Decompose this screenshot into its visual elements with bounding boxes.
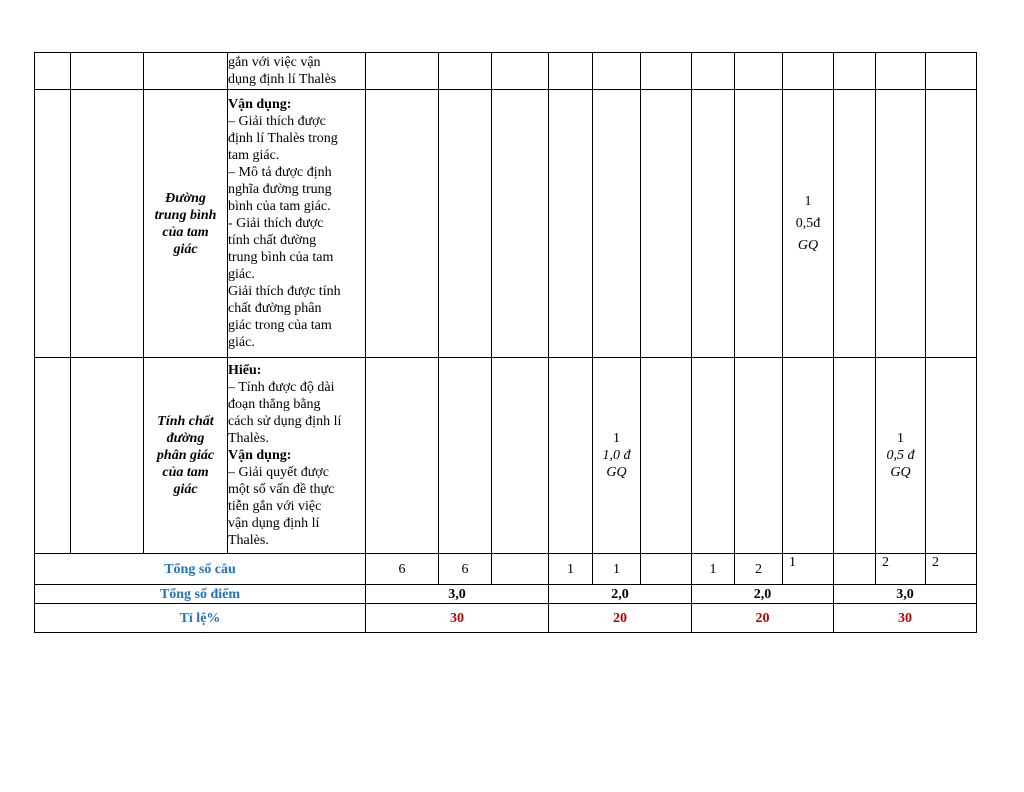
requirement-description: Hiểu: – Tính được độ dài đoạn thẳng bằng cách sử dụng định lí Thalès. Vận dụng: – Giải quyết được một số vấn đề thực tiễn gắn với việc vận dụng định lí Thalès. <box>228 358 366 554</box>
table-row-total-points: Tổng số điểm 3,0 2,0 2,0 3,0 <box>35 585 977 604</box>
ratio-label: Tỉ lệ% <box>35 604 366 633</box>
cell-mark-midline: 1 0,5đ GQ <box>783 90 834 358</box>
table-row-total-questions: Tổng số câu 6 6 1 1 1 2 1 2 2 <box>35 554 977 585</box>
requirement-description: gắn với việc vận dụng định lí Thalès <box>228 53 366 90</box>
table-row-ratio: Tỉ lệ% 30 20 20 30 <box>35 604 977 633</box>
topic-bisector: Tính chất đường phân giác của tam giác <box>144 358 228 554</box>
cell-mark-bisector-b: 1 0,5 đ GQ <box>876 358 926 554</box>
table-row-continuation <box>35 53 977 90</box>
topic-midline: Đường trung bình của tam giác <box>144 90 228 358</box>
table-row-bisector <box>35 358 977 554</box>
total-questions-label: Tổng số câu <box>35 554 366 585</box>
assessment-matrix-table <box>34 52 977 633</box>
cell-mark-bisector-a: 1 1,0 đ GQ <box>593 358 641 554</box>
total-points-label: Tổng số điểm <box>35 585 366 604</box>
requirement-description: Vận dụng: – Giải thích được định lí Thalès trong tam giác. – Mô tả được định nghĩa đường trung bình của tam giác. - Giải thích được tính chất đường trung bình của tam giác. Giải thích được tính chất đường phân giác trong của tam giác. <box>228 90 366 358</box>
table-row-midline <box>35 90 977 358</box>
